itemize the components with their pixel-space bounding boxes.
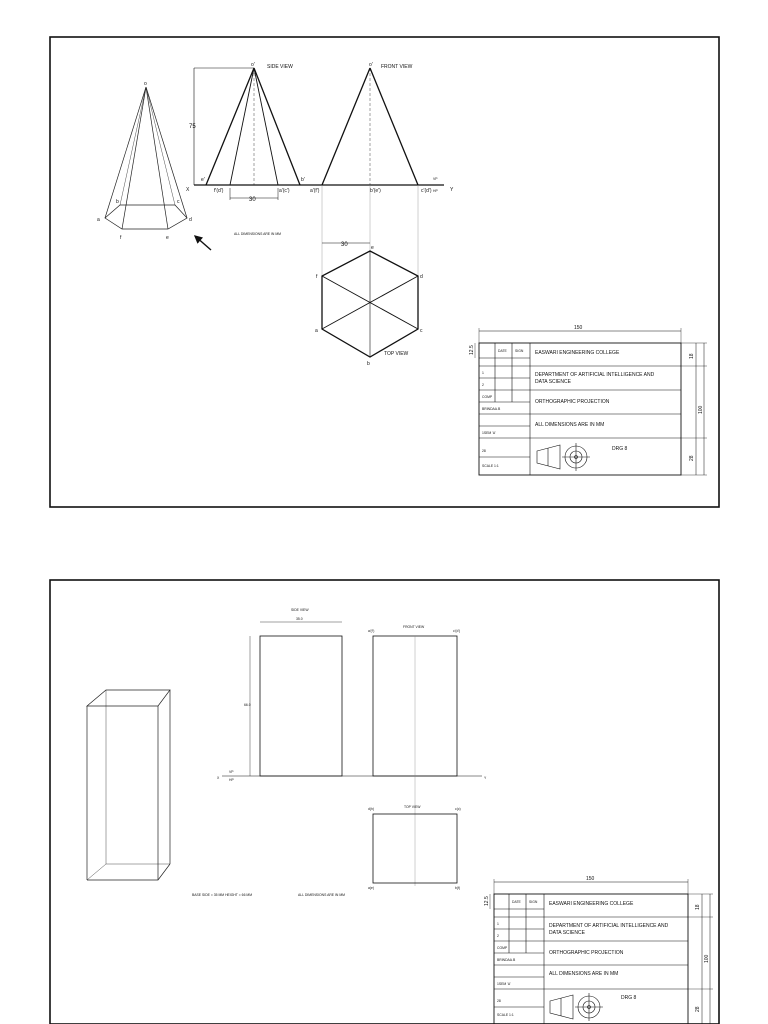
tb2-row-dim: 12.5: [484, 896, 490, 906]
vp-label-2: VP: [229, 770, 234, 774]
top-dim: 30: [341, 242, 348, 248]
tb1-bottom-dim: 28: [689, 455, 695, 461]
side-width-dim: 35.0: [296, 617, 303, 621]
axis-x-label: X: [186, 187, 190, 193]
tb1-col-date: DATE: [498, 349, 507, 353]
height-dim: 66.0: [244, 703, 251, 707]
front-corner-right: c'(d'): [453, 629, 461, 633]
tb2-row-2: 2: [497, 934, 499, 938]
top-corner-tr: c(c): [455, 807, 461, 811]
tb2-bottom-dim: 28: [695, 1006, 701, 1012]
side-view-title-2: SIDE VIEW: [291, 608, 309, 612]
iso-label-d: d: [189, 217, 192, 223]
sheet-2-border: [50, 580, 719, 1024]
tb2-top-dim: 18: [695, 904, 701, 910]
tb1-row-comp: COMP: [482, 395, 493, 399]
tb1-row-name: BRINDAA.B: [482, 407, 501, 411]
iso-label-e: e: [166, 235, 169, 241]
sheet-1: [50, 37, 719, 507]
hp-label-2: HP: [229, 778, 234, 782]
tb1-row-scale: SCALE 1:1: [482, 464, 499, 468]
tb2-col-date: DATE: [512, 900, 521, 904]
tb1-department-2: DATA SCIENCE: [535, 379, 571, 385]
top-label-e: e: [371, 245, 374, 251]
base-note: BASE SIDE = 35 MM HEIGHT = 66 MM: [192, 893, 253, 897]
tb2-drg-no: DRG 8: [621, 995, 637, 1001]
front-corner-left: a'(f'): [368, 629, 375, 633]
tb1-dimension-note: ALL DIMENSIONS ARE IN MM: [535, 422, 605, 428]
sheet-1-note: ALL DIMENSIONS ARE IN MM: [234, 232, 281, 236]
front-apex-label: o': [369, 62, 373, 68]
top-view-title-2: TOP VIEW: [404, 805, 421, 809]
tb1-department-1: DEPARTMENT OF ARTIFICIAL INTELLIGENCE AND: [535, 372, 655, 378]
side-label-f-d: f'(d'): [214, 188, 224, 194]
sheet-2-note: ALL DIMENSIONS ARE IN MM: [298, 893, 345, 897]
tb1-row-dim: 12.5: [469, 345, 475, 355]
tb1-row-1: 1: [482, 371, 484, 375]
top-corner-bl: a(e): [368, 886, 375, 890]
iso-label-b: b: [116, 199, 119, 205]
side-apex-label: o': [251, 62, 255, 68]
top-label-d: d: [420, 274, 423, 280]
tb2-department-1: DEPARTMENT OF ARTIFICIAL INTELLIGENCE AND: [549, 923, 669, 929]
axis-y-label-2: Y: [484, 776, 487, 780]
side-label-b: b': [301, 177, 305, 183]
tb2-row-scale: SCALE 1:1: [497, 1013, 514, 1017]
side-base-dim: 30: [249, 197, 256, 203]
front-label-c-d: c'(d'): [421, 188, 432, 194]
tb2-dimension-note: ALL DIMENSIONS ARE IN MM: [549, 971, 619, 977]
top-label-b: b: [367, 361, 370, 367]
side-label-e: e': [201, 177, 205, 183]
tb2-row-comp: COMP: [497, 946, 508, 950]
vp-label: VP: [433, 177, 438, 181]
tb1-row-2: 2: [482, 383, 484, 387]
side-height-dim: 75: [189, 124, 196, 130]
front-view-title: FRONT VIEW: [381, 64, 413, 70]
tb1-right-dim: 100: [698, 405, 704, 414]
tb2-drawing-title: ORTHOGRAPHIC PROJECTION: [549, 950, 624, 956]
axis-x-label-2: X: [217, 776, 220, 780]
tb2-row-name: BRINDAA.B: [497, 958, 516, 962]
tb1-top-dim: 18: [689, 353, 695, 359]
front-view-title-2: FRONT VIEW: [403, 625, 425, 629]
tb1-width-dim: 150: [574, 325, 583, 331]
sheet-2: [50, 580, 719, 1024]
tb1-drawing-title: ORTHOGRAPHIC PROJECTION: [535, 399, 610, 405]
tb2-row-roll: 28: [497, 999, 501, 1003]
sheet-1-border: [50, 37, 719, 507]
top-label-c: c: [420, 328, 423, 334]
axis-y-label: Y: [450, 187, 454, 193]
tb2-col-sign: SIGN: [529, 900, 538, 904]
tb2-width-dim: 150: [586, 876, 595, 882]
side-label-a-c: a'(c'): [279, 188, 290, 194]
top-corner-br: b(f): [455, 886, 461, 890]
tb2-row-sem: 1SEM 'A': [497, 982, 511, 986]
front-label-a-f: a'(f'): [310, 188, 320, 194]
tb2-row-1: 1: [497, 922, 499, 926]
front-label-b-e: b'(e'): [370, 188, 381, 194]
tb2-right-dim: 100: [704, 954, 710, 963]
tb1-row-sem: 1SEM 'A': [482, 431, 496, 435]
top-label-f: f: [316, 274, 318, 280]
tb1-col-sign: SIGN: [515, 349, 524, 353]
tb1-drg-no: DRG 8: [612, 446, 628, 452]
tb1-row-roll: 28: [482, 449, 486, 453]
hp-label: HP: [433, 189, 438, 193]
top-corner-tl: d(h): [368, 807, 375, 811]
top-view-title: TOP VIEW: [384, 351, 409, 357]
iso-label-a: a: [97, 217, 100, 223]
tb1-college: EASWARI ENGINEERING COLLEGE: [535, 350, 620, 356]
tb2-department-2: DATA SCIENCE: [549, 930, 585, 936]
iso-label-f: f: [120, 235, 122, 241]
tb2-college: EASWARI ENGINEERING COLLEGE: [549, 901, 634, 907]
iso-label-o: o: [144, 81, 147, 87]
iso-label-c: c: [177, 199, 180, 205]
side-view-title: SIDE VIEW: [267, 64, 293, 70]
top-label-a: a: [315, 328, 318, 334]
